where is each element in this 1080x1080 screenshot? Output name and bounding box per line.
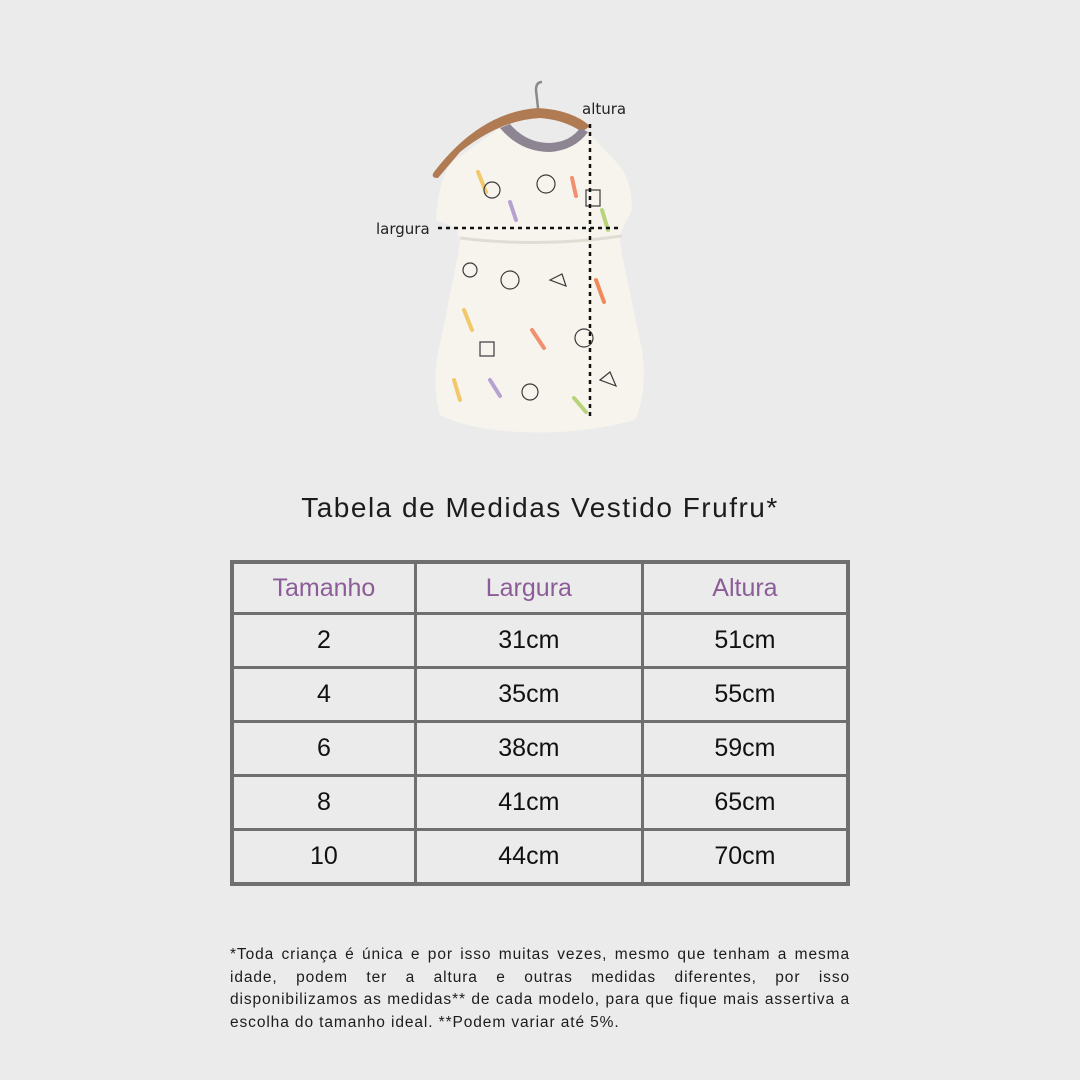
cell-size: 2 [232,614,415,668]
size-table [230,560,850,886]
table-row [232,668,848,722]
cell-width: 31cm [415,614,642,668]
height-label: altura [582,100,627,118]
cell-size: 6 [232,722,415,776]
cell-width: 38cm [415,722,642,776]
cell-height: 70cm [642,830,848,885]
page-title: Tabela de Medidas Vestido Frufru* [301,492,779,523]
cell-size: 8 [232,776,415,830]
cell-height: 55cm [642,668,848,722]
dress [435,128,643,433]
cell-size: 10 [232,830,415,885]
cell-height: 51cm [642,614,848,668]
dress-photo [360,80,680,450]
header-size: Tamanho [232,562,415,614]
cell-width: 44cm [415,830,642,885]
header-width: Largura [415,562,642,614]
cell-height: 59cm [642,722,848,776]
table-row [232,776,848,830]
header-height: Altura [642,562,848,614]
table-row [232,830,848,885]
table-header-row [232,562,848,614]
cell-height: 65cm [642,776,848,830]
cell-size: 4 [232,668,415,722]
cell-width: 35cm [415,668,642,722]
footnote: *Toda criança é única e por isso muitas vezes, mesmo que tenham a mesma idade, podem ter a altura e outras medidas diferentes, por isso disponibilizamos as medidas** de cada modelo, para que fique mais assertiva a escolha do tamanho ideal. **Podem variar até 5%. [230,946,850,1031]
width-label: largura [376,220,430,238]
cell-width: 41cm [415,776,642,830]
table-row [232,722,848,776]
table-row [232,614,848,668]
